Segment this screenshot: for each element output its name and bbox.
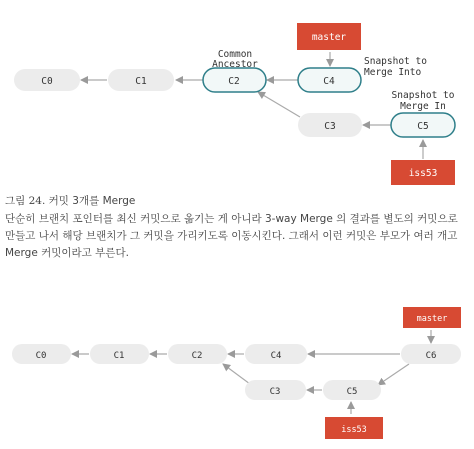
branch-master-label: master — [311, 32, 347, 43]
commit-c4-label: C4 — [270, 351, 282, 361]
commit-c1-label: C1 — [135, 76, 147, 87]
arrow-c6-to-c5 — [378, 364, 409, 385]
figure-caption — [5, 193, 469, 208]
merge-base-svg — [0, 0, 474, 190]
commit-c3-label: C3 — [269, 387, 281, 397]
branch-master-label: master — [416, 314, 448, 324]
commit-c2-label: C2 — [228, 76, 240, 87]
figure-caption-label: 그림 24. — [5, 195, 46, 207]
merge-commit-svg — [0, 298, 474, 445]
annotation-common-ancestor-2: Ancestor — [212, 59, 258, 70]
commit-c5-label: C5 — [346, 387, 358, 397]
commit-c0-label: C0 — [41, 76, 53, 87]
annotation-common-ancestor-1: Common — [217, 49, 253, 60]
annotation-snapshot-into-2: Merge Into — [364, 67, 422, 78]
commit-c3-label: C3 — [324, 121, 336, 132]
commit-c0-label: C0 — [35, 351, 47, 361]
annotation-snapshot-in-2: Merge In — [400, 101, 446, 112]
branch-iss53-label: iss53 — [408, 168, 438, 179]
commit-c2-label: C2 — [191, 351, 203, 361]
commit-c5-label: C5 — [417, 121, 429, 132]
arrow-c3-to-c2 — [223, 364, 250, 384]
commit-c6-label: C6 — [425, 351, 437, 361]
branch-iss53-label: iss53 — [341, 425, 367, 435]
annotation-snapshot-in-1: Snapshot to — [391, 90, 455, 101]
body-paragraph: 단순히 브랜치 포인터를 최신 커밋으로 옮기는 게 아니라 3-way Merge 의 결과를 별도의 커밋으로 만들고 나서 해당 브랜치가 그 커밋을 가리키도록 이동시킨다. 그래서 이런 커밋은 부모가 여러 개고 Merge 커밋이라고 부른다. — [5, 213, 458, 259]
merge-commit-diagram — [0, 298, 474, 445]
figure-caption-text: 커밋 3개를 Merge — [45, 195, 136, 207]
commit-c4-label: C4 — [323, 76, 335, 87]
commit-c1-label: C1 — [113, 351, 125, 361]
annotation-snapshot-into-1: Snapshot to — [364, 56, 427, 67]
merge-base-diagram — [0, 0, 474, 190]
arrow-c3-to-c2 — [258, 92, 300, 117]
